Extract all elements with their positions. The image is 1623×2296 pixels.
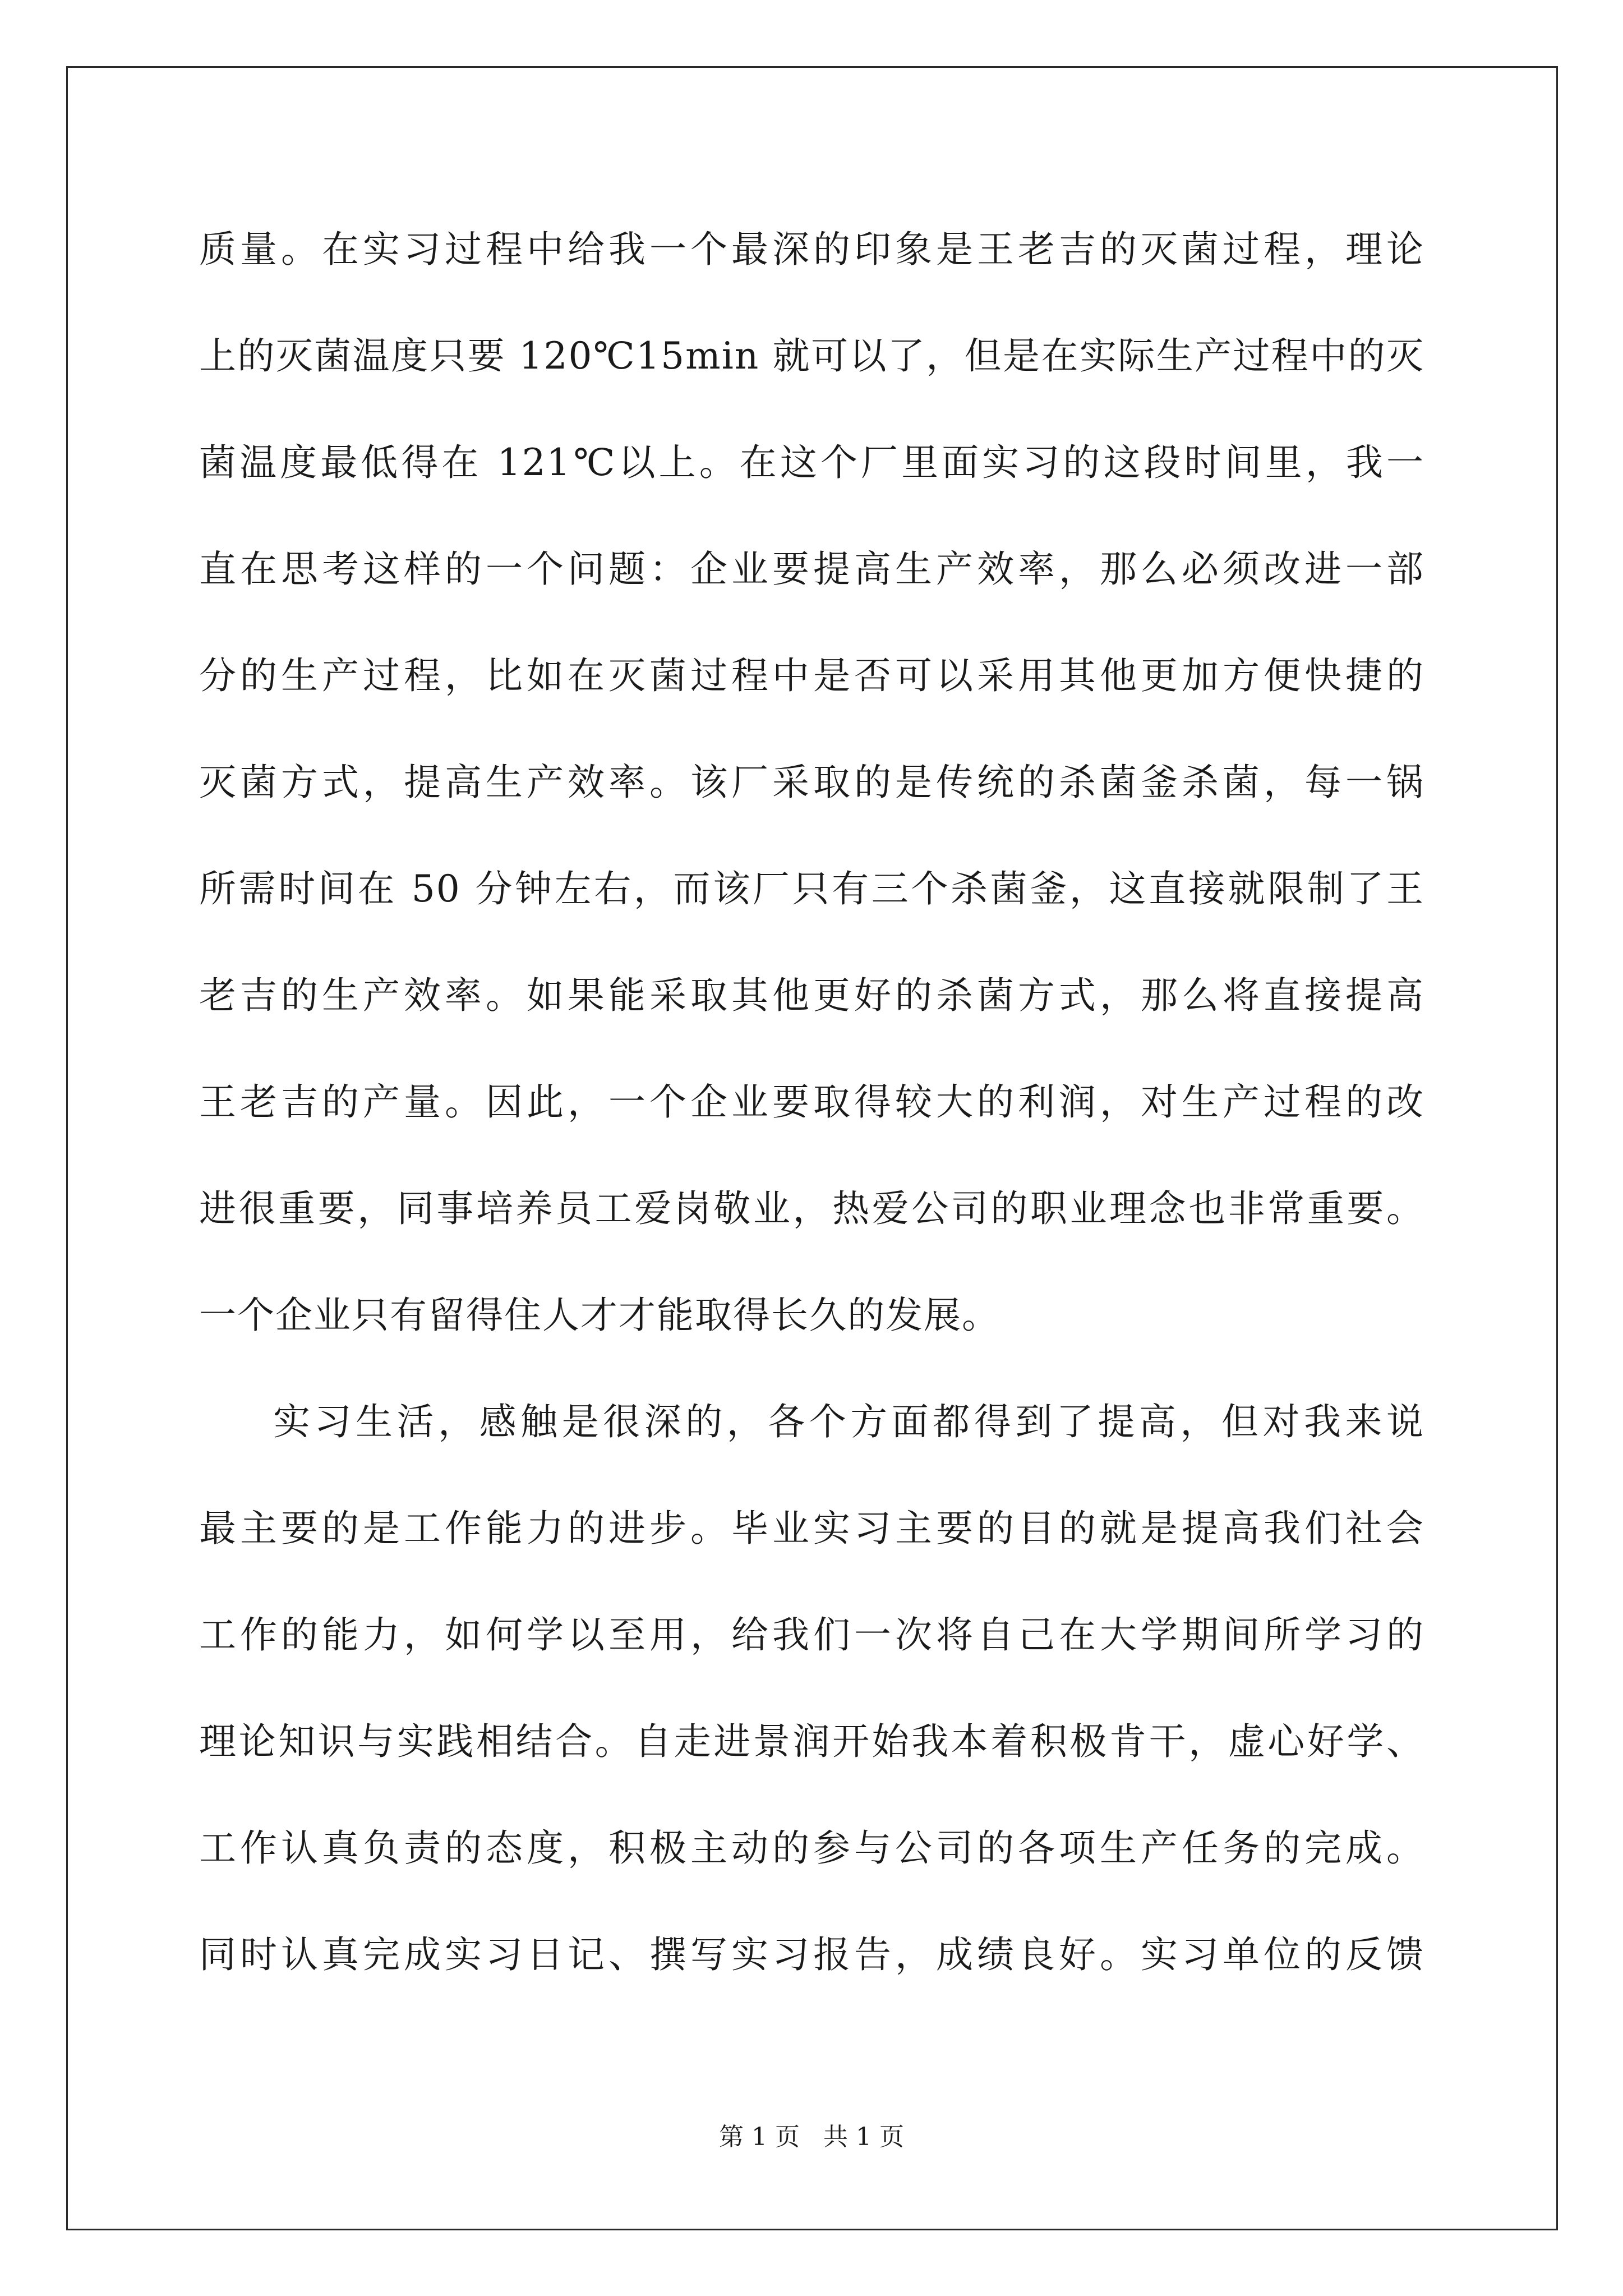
paragraph-2-line: 实习生活，感触是很深的，各个方面都得到了提高，但对我来说 (273, 1400, 1424, 1443)
page-footer: 第 1 页 共 1 页 (719, 2123, 904, 2151)
paragraph-2-line: 同时认真完成实习日记、撰写实习报告，成绩良好。实习单位的反馈 (199, 1933, 1424, 1976)
paragraph-1-line: 菌温度最低得在 121℃以上。在这个厂里面实习的这段时间里，我一 (199, 441, 1424, 484)
paragraph-1-line: 所需时间在 50 分钟左右，而该厂只有三个杀菌釜，这直接就限制了王 (199, 867, 1424, 910)
paragraph-2-line: 理论知识与实践相结合。自走进景润开始我本着积极肯干，虚心好学、 (199, 1720, 1424, 1763)
paragraph-1-line: 直在思考这样的一个问题：企业要提高生产效率，那么必须改进一部 (199, 547, 1424, 591)
paragraph-2-line: 最主要的是工作能力的进步。毕业实习主要的目的就是提高我们社会 (199, 1507, 1424, 1550)
paragraph-1-line: 一个企业只有留得住人才才能取得长久的发展。 (199, 1294, 1000, 1337)
paragraph-1-line: 老吉的生产效率。如果能采取其他更好的杀菌方式，那么将直接提高 (199, 974, 1424, 1017)
paragraph-1-line: 王老吉的产量。因此，一个企业要取得较大的利润，对生产过程的改 (199, 1080, 1424, 1124)
paragraph-1-line: 分的生产过程，比如在灭菌过程中是否可以采用其他更加方便快捷的 (199, 654, 1424, 697)
paragraph-1-line: 灭菌方式，提高生产效率。该厂采取的是传统的杀菌釜杀菌，每一锅 (199, 761, 1424, 804)
paragraph-1-line: 质量。在实习过程中给我一个最深的印象是王老吉的灭菌过程，理论 (199, 228, 1424, 271)
paragraph-2-line: 工作的能力，如何学以至用，给我们一次将自己在大学期间所学习的 (199, 1613, 1424, 1657)
paragraph-1-line: 进很重要，同事培养员工爱岗敬业，热爱公司的职业理念也非常重要。 (199, 1187, 1424, 1230)
document-body (199, 216, 1424, 2028)
paragraph-1-line: 上的灭菌温度只要 120℃15min 就可以了，但是在实际生产过程中的灭 (199, 334, 1424, 378)
paragraph-2-line: 工作认真负责的态度，积极主动的参与公司的各项生产任务的完成。 (199, 1826, 1424, 1870)
